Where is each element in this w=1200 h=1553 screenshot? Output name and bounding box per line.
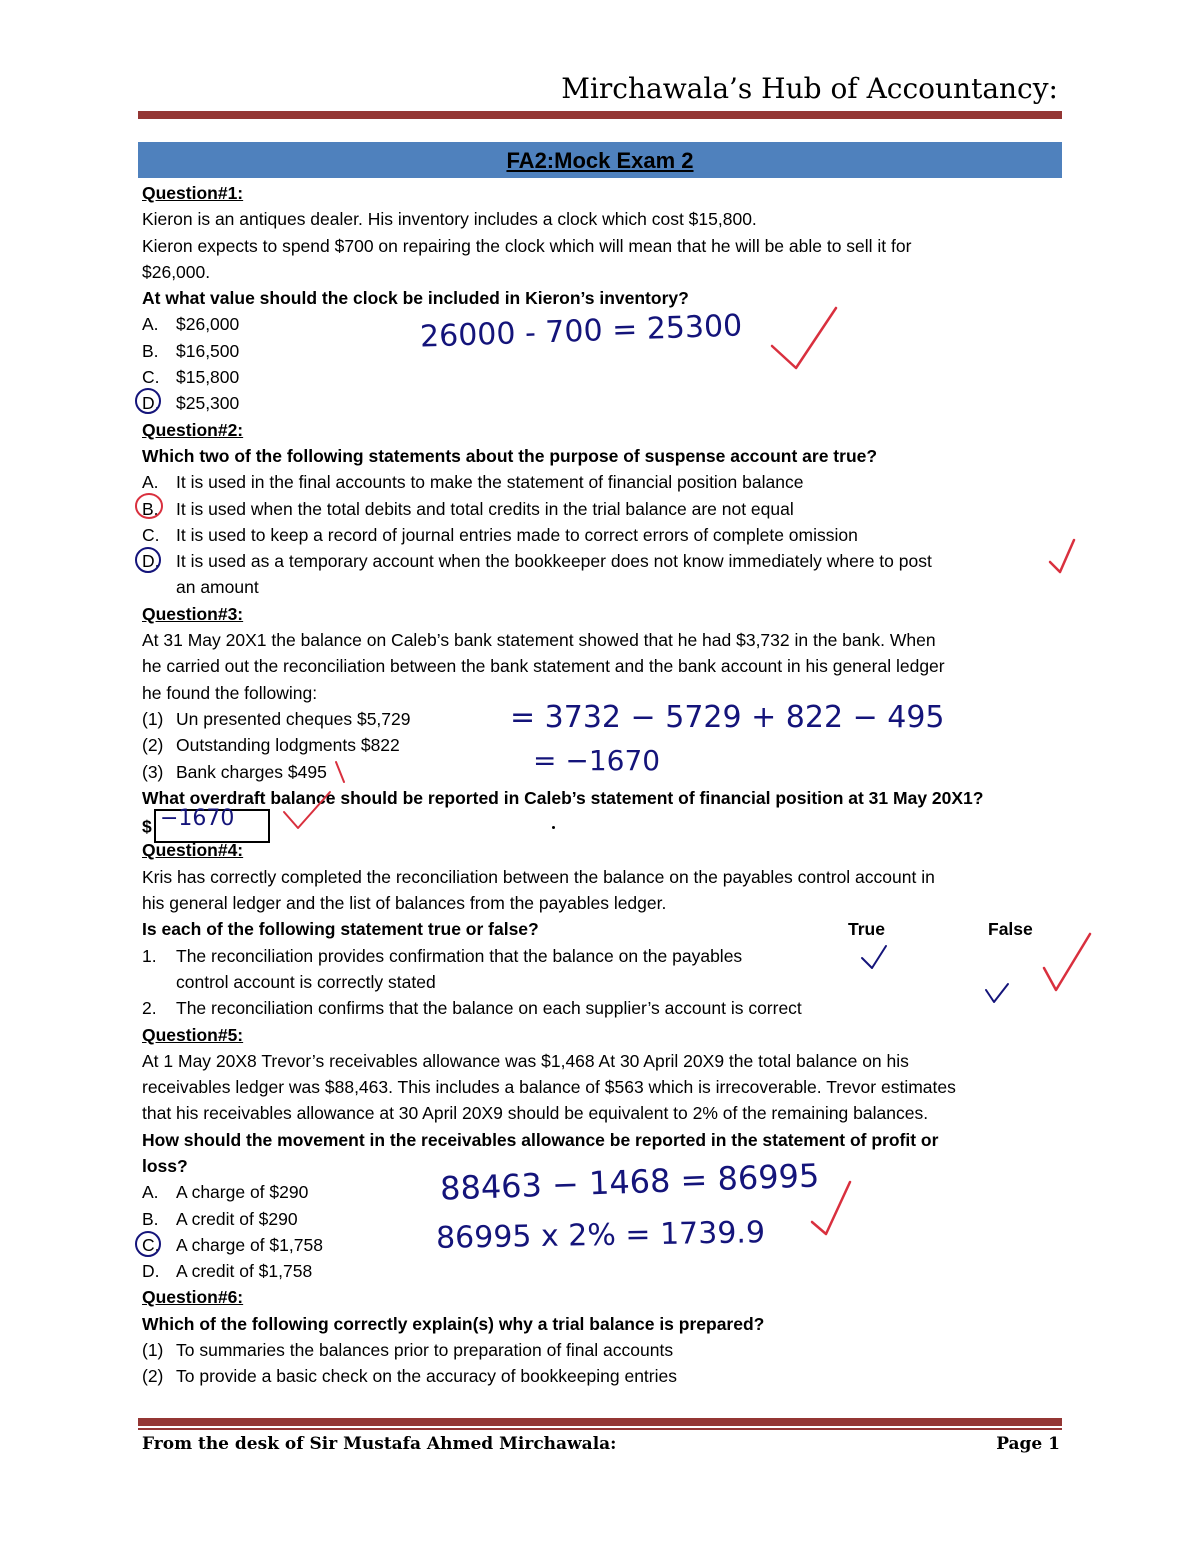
option-label: C. <box>142 367 160 388</box>
page-number: Page 1 <box>996 1434 1060 1454</box>
option-text: It is used as a temporary account when the bookkeeper does not know immediately where to post <box>176 551 932 572</box>
q3-handwritten-working-2: = −1670 <box>533 744 661 777</box>
item-text: Bank charges $495 <box>176 761 327 782</box>
q5-text-2: receivables ledger was $88,463. This includes a balance of $563 which is irrecoverable. Trevor estimates <box>142 1077 956 1098</box>
q3-handwritten-working-1: = 3732 − 5729 + 822 − 495 <box>510 700 945 735</box>
option-text: $15,800 <box>176 367 240 388</box>
q5-text-3: that his receivables allowance at 30 April 20X9 should be equivalent to 2% of the remaining balances. <box>142 1103 929 1124</box>
q1-text-2: Kieron expects to spend $700 on repairing the clock which will mean that he will be able to sell it for <box>142 235 912 256</box>
q3-text-2: he carried out the reconciliation between the bank statement and the bank account in his general ledger <box>142 656 945 677</box>
q1-text-1: Kieron is an antiques dealer. His inventory includes a clock which cost $15,800. <box>142 209 757 230</box>
q6-heading: Question#6: <box>142 1287 244 1308</box>
q3-handwritten-answer: −1670 <box>160 806 235 831</box>
q1-option-d <box>142 390 1062 416</box>
q2-option-a <box>142 469 1062 495</box>
option-text: It is used in the final accounts to make the statement of financial position balance <box>176 472 804 493</box>
statement-text: The reconciliation confirms that the balance on each supplier’s account is correct <box>176 998 802 1019</box>
option-label: B. <box>142 340 159 361</box>
option-text: A charge of $1,758 <box>176 1234 323 1255</box>
q2-prompt: Which two of the following statements about the purpose of suspense account are true? <box>142 445 878 466</box>
footer-rule-thin <box>138 1428 1062 1430</box>
q5-prompt-2: loss? <box>142 1155 188 1176</box>
footer-author: From the desk of Sir Mustafa Ahmed Mirchawala: <box>142 1434 617 1454</box>
q6-item-1 <box>142 1337 1062 1363</box>
q4-heading: Question#4: <box>142 840 244 861</box>
option-label: D. <box>142 1261 160 1282</box>
option-label: A. <box>142 1182 159 1203</box>
option-text: $16,500 <box>176 340 240 361</box>
page-header-title: Mirchawala’s Hub of Accountancy: <box>561 72 1058 105</box>
item-label: (1) <box>142 708 164 729</box>
q1-prompt: At what value should the clock be included in Kieron’s inventory? <box>142 288 689 309</box>
item-label: (2) <box>142 1366 164 1387</box>
option-text: A credit of $290 <box>176 1208 298 1229</box>
statement-label: 1. <box>142 945 157 966</box>
option-label: D. <box>142 551 160 572</box>
option-text: It is used when the total debits and total credits in the trial balance are not equal <box>176 498 794 519</box>
stray-dot <box>552 826 555 829</box>
item-text: Un presented cheques $5,729 <box>176 708 411 729</box>
option-label: B. <box>142 1208 159 1229</box>
q1-text-3: $26,000. <box>142 261 211 282</box>
option-text: $26,000 <box>176 314 240 335</box>
q2-heading: Question#2: <box>142 419 244 440</box>
option-text: A credit of $1,758 <box>176 1261 313 1282</box>
currency-symbol: $ <box>142 816 152 837</box>
exam-title-banner: FA2:Mock Exam 2 <box>138 142 1062 178</box>
q3-text-3: he found the following: <box>142 682 318 703</box>
q2-option-c <box>142 522 1062 548</box>
exam-content <box>142 180 1062 1390</box>
q3-text-1: At 31 May 20X1 the balance on Caleb’s bank statement showed that he had $3,732 in the bank. When <box>142 630 936 651</box>
page-footer <box>142 1434 1060 1454</box>
q5-prompt-1: How should the movement in the receivables allowance be reported in the statement of profit or <box>142 1129 939 1150</box>
q4-text-2: his general ledger and the list of balances from the payables ledger. <box>142 893 667 914</box>
option-label: A. <box>142 314 159 335</box>
q5-handwritten-working-1: 88463 − 1468 = 86995 <box>439 1156 820 1208</box>
q1-heading: Question#1: <box>142 183 244 203</box>
q4-statement-1-continuation: control account is correctly stated <box>176 971 436 992</box>
footer-rule-thick <box>138 1418 1062 1426</box>
q5-option-d <box>142 1258 1062 1284</box>
option-label: D. <box>142 393 160 414</box>
option-label: C. <box>142 1234 160 1255</box>
item-label: (1) <box>142 1340 164 1361</box>
option-text: $25,300 <box>176 393 240 414</box>
column-true: True <box>848 919 885 940</box>
item-label: (2) <box>142 735 164 756</box>
option-label: C. <box>142 524 160 545</box>
item-label: (3) <box>142 761 164 782</box>
option-text: A charge of $290 <box>176 1182 309 1203</box>
item-text: To provide a basic check on the accuracy of bookkeeping entries <box>176 1366 677 1387</box>
header-rule <box>138 111 1062 119</box>
item-text: Outstanding lodgments $822 <box>176 735 400 756</box>
q2-option-b <box>142 496 1062 522</box>
q3-prompt: What overdraft balance should be reported in Caleb’s statement of financial position at 31 May 20X1? <box>142 787 984 808</box>
q4-prompt: Is each of the following statement true or false? <box>142 919 539 940</box>
q4-text-1: Kris has correctly completed the reconciliation between the balance on the payables control account in <box>142 866 935 887</box>
q2-option-d <box>142 548 1062 574</box>
q6-item-2 <box>142 1363 1062 1389</box>
q3-answer-line <box>142 811 1062 837</box>
column-false: False <box>988 919 1033 940</box>
option-text: It is used to keep a record of journal entries made to correct errors of complete omission <box>176 524 858 545</box>
q4-statement-2 <box>142 995 1062 1021</box>
statement-text: The reconciliation provides confirmation that the balance on the payables <box>176 945 743 966</box>
q5-text-1: At 1 May 20X8 Trevor’s receivables allowance was $1,468 At 30 April 20X9 the total balance on his <box>142 1050 909 1071</box>
q4-prompt-row <box>142 916 1062 942</box>
q2-option-d-continuation: an amount <box>176 577 259 598</box>
q1-handwritten-working: 26000 - 700 = 25300 <box>419 308 743 355</box>
q3-heading: Question#3: <box>142 603 244 624</box>
q5-handwritten-working-2: 86995 x 2% = 1739.9 <box>435 1215 766 1256</box>
q5-heading: Question#5: <box>142 1024 244 1045</box>
statement-label: 2. <box>142 998 157 1019</box>
option-label: B. <box>142 498 159 519</box>
item-text: To summaries the balances prior to preparation of final accounts <box>176 1340 674 1361</box>
q6-prompt: Which of the following correctly explain(s) why a trial balance is prepared? <box>142 1313 765 1334</box>
q4-statement-1 <box>142 943 1062 969</box>
option-label: A. <box>142 472 159 493</box>
q1-option-c <box>142 364 1062 390</box>
